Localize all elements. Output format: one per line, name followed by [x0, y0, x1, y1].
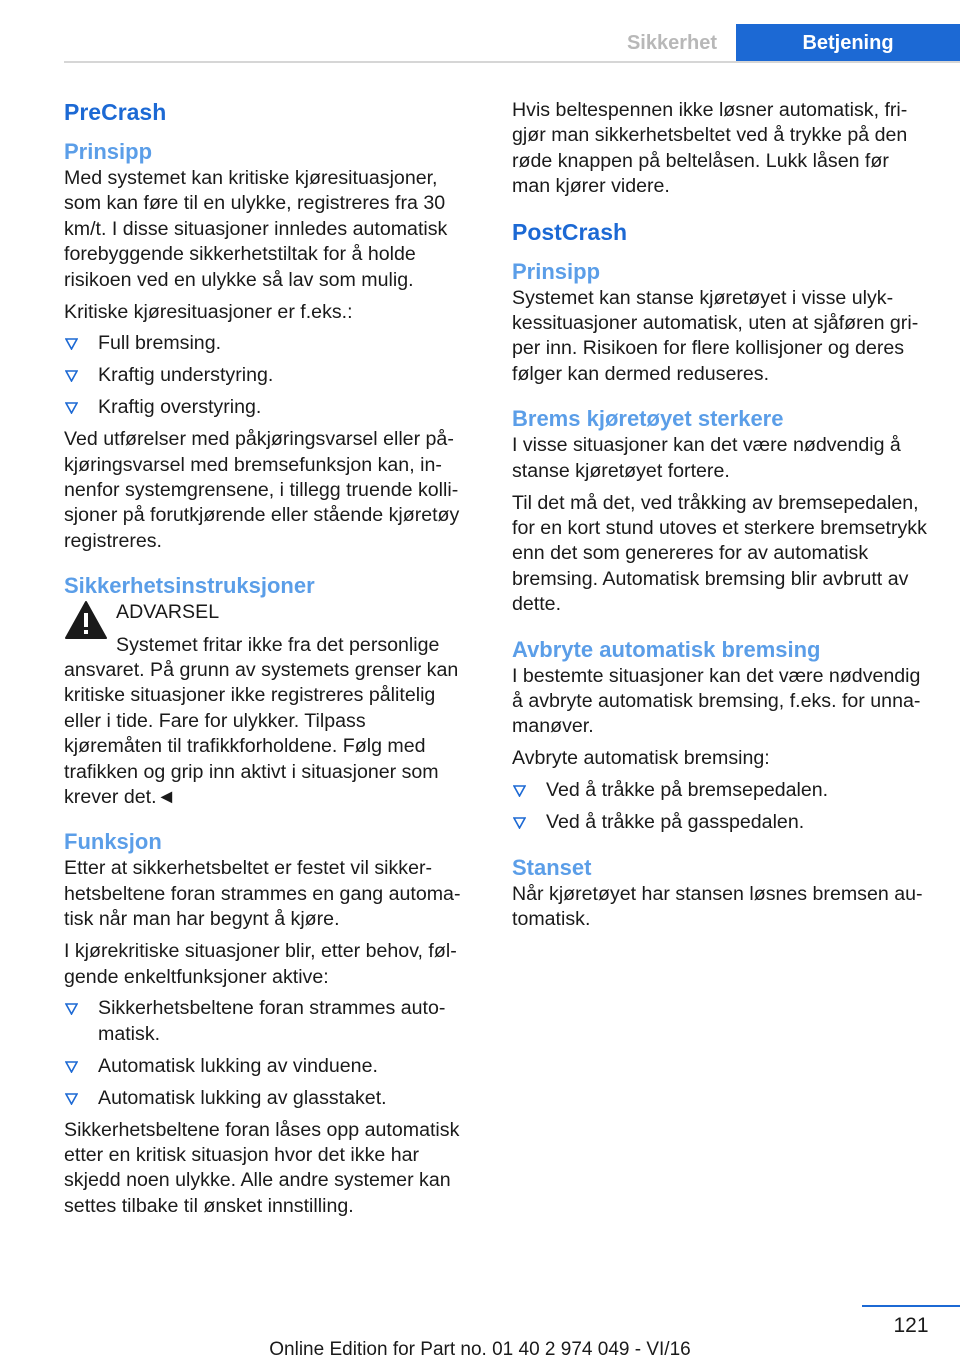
precrash-title: PreCrash: [64, 99, 167, 125]
list-item: Ved å tråkke på gasspedalen.: [512, 810, 930, 835]
list-item: Automatisk lukking av vinduene.: [64, 1054, 468, 1079]
bullet-triangle-icon: [512, 778, 532, 803]
stanset-paragraph: Når kjøretøyet har stansen løsnes bremsen automatisk.: [512, 882, 923, 930]
stanset-heading: Stanset: [512, 854, 592, 880]
funksjon-heading: Funksjon: [64, 829, 162, 855]
bullet-triangle-icon: [64, 1086, 84, 1111]
sikkerhet-heading: Sikkerhetsinstruksjoner: [64, 573, 315, 599]
list-item: Automatisk lukking av glasstaket.: [64, 1086, 468, 1111]
prinsipp-paragraph: Med systemet kan kritiske kjøresituasjoner, som kan føre til en ulykke, registreres fra 30 km/t. I disse situasjoner innledes automatisk forebyggende sikkerhetstiltak for å holde risikoen ved en ulykke så lav som mulig.: [64, 167, 448, 291]
prinsipp-heading: Prinsipp: [64, 139, 153, 164]
list-item: Kraftig overstyring.: [64, 395, 468, 420]
kritiske-intro: Kritiske kjøresituasjoner er f.eks.:: [64, 300, 353, 323]
chapter-tabs: [608, 24, 960, 62]
avbryte-list: [512, 778, 930, 835]
brems-heading: Brems kjøretøyet sterkere: [512, 406, 784, 432]
beltespennen-paragraph: Hvis beltespennen ikke løsner automatisk, frigjør man sikkerhetsbeltet ved å trykke på den røde knappen på beltelåsen. Lukk låsen før man kjører videre.: [512, 99, 908, 198]
prinsipp-heading: Prinsipp: [512, 258, 601, 284]
prinsipp-paragraph: Systemet kan stanse kjøretøyet i visse ulykkessituasjoner automatisk, uten at sjåføren griper inn. Risikoen for flere kollisjoner og deres følger kan dermed reduseres.: [512, 286, 919, 385]
edition-footer: Online Edition for Part no. 01 40 2 974 049 - VI/16: [269, 1339, 691, 1360]
right-column: [512, 98, 930, 939]
warning-triangle-icon: [64, 600, 108, 640]
funksjon-paragraph-3: Sikkerhetsbeltene foran låses opp automatisk etter en kritisk situasjon hvor det ikke har skjedd noen ulykke. Alle andre systemer kan settes tilbake til ønsket innstilling.: [64, 1118, 460, 1217]
header-divider: [64, 61, 960, 63]
paakjoring-paragraph: Ved utførelser med påkjøringsvarsel eller påkjøringsvarsel med bremsefunksjon kan, innenfor systemgrensene, i tillegg truende kollisjoner på forutkjørende eller stående kjøretøy registreres.: [64, 428, 460, 552]
bullet-triangle-icon: [64, 996, 84, 1021]
bullet-triangle-icon: [512, 810, 532, 835]
list-item: Full bremsing.: [64, 331, 468, 356]
warning-label: ADVARSEL: [116, 601, 220, 624]
page-number: 121: [893, 1314, 929, 1337]
avbryte-intro: Avbryte automatisk bremsing:: [512, 747, 770, 770]
list-item: Kraftig understyring.: [64, 363, 468, 388]
avbryte-paragraph: I bestemte situasjoner kan det være nødvendig å avbryte automatisk bremsing, f.eks. for unnamanøver.: [512, 664, 921, 738]
brems-paragraph-2: Til det må det, ved tråkking av bremsepedalen, for en kort stund utoves et sterkere bremsetrykk enn det som genereres for av automatisk bremsing. Automatisk bremsing blir avbrutt av dette.: [512, 491, 927, 616]
funksjon-list: [64, 996, 468, 1111]
bullet-triangle-icon: [64, 395, 84, 420]
kritiske-list: [64, 331, 468, 420]
list-item: Sikkerhetsbeltene foran strammes automatisk.: [64, 996, 468, 1047]
bullet-triangle-icon: [64, 1054, 84, 1079]
brems-paragraph-1: I visse situasjoner kan det være nødvendig å stanse kjøretøyet fortere.: [512, 434, 901, 482]
tab-chapter: Betjening: [736, 24, 960, 62]
warning-block: [64, 600, 468, 625]
footer-divider: [862, 1305, 960, 1307]
funksjon-paragraph-2: I kjørekritiske situasjoner blir, etter behov, følgende enkeltfunksjoner aktive:: [64, 940, 457, 988]
warning-text: Systemet fritar ikke fra det personlige ansvaret. På grunn av systemets grenser kan kritiske situasjoner ikke registreres pålitelig eller i tide. Fare for ulykker. Tilpass kjøremåten til trafikkforholdene. Følg med trafikken og grip inn aktivt i situasjoner som krever det.◄: [64, 633, 459, 809]
tab-section: Sikkerhet: [608, 24, 736, 62]
avbryte-heading: Avbryte automatisk bremsing: [512, 636, 821, 662]
bullet-triangle-icon: [64, 363, 84, 388]
list-item: Ved å tråkke på bremsepedalen.: [512, 778, 930, 803]
funksjon-paragraph-1: Etter at sikkerhetsbeltet er festet vil sikkerhetsbeltene foran strammes en gang automatisk når man har begynt å kjøre.: [64, 857, 461, 931]
left-column: [64, 98, 468, 1226]
postcrash-title: PostCrash: [512, 218, 628, 245]
bullet-triangle-icon: [64, 331, 84, 356]
